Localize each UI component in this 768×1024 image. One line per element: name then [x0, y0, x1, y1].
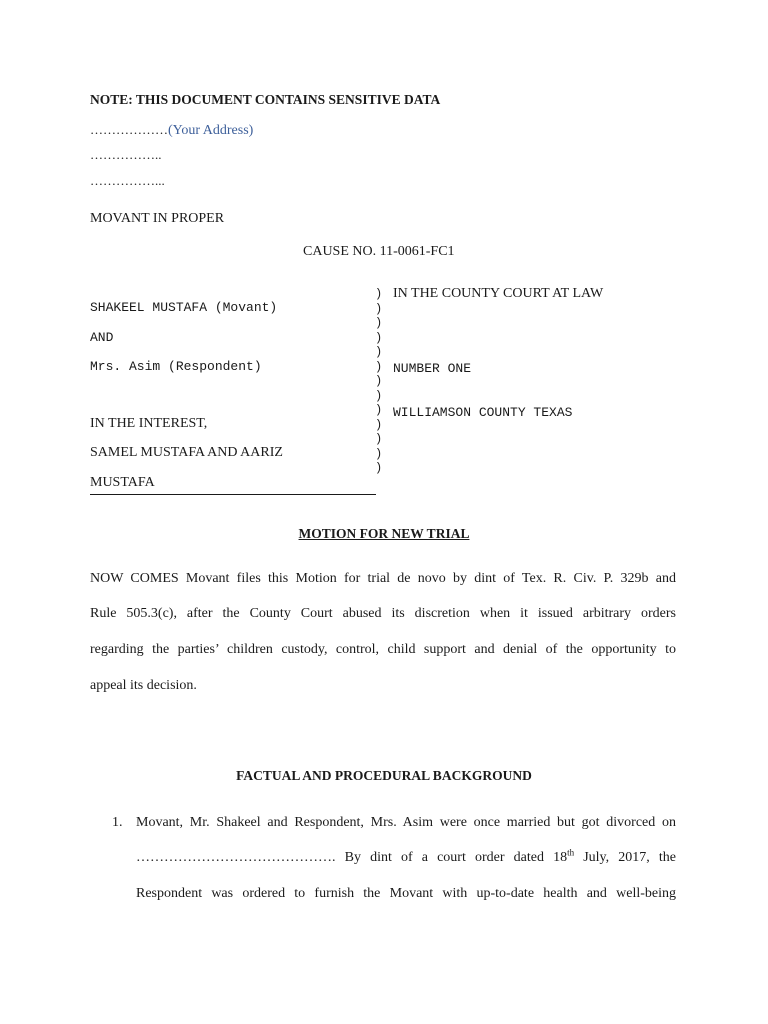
- address-dots: ………………: [90, 122, 168, 137]
- motion-title: MOTION FOR NEW TRIAL: [298, 526, 470, 541]
- motion-body-line-2: Rule 505.3(c), after the County Court abused its discretion when it issued arbitrary orders: [90, 606, 676, 621]
- paren: ): [375, 345, 383, 359]
- section-heading: FACTUAL AND PROCEDURAL BACKGROUND: [236, 768, 532, 783]
- caption-divider: [90, 494, 376, 495]
- paren: ): [375, 403, 383, 417]
- paren: ): [375, 287, 383, 301]
- in-the-interest: IN THE INTEREST,: [90, 416, 208, 431]
- paren: ): [375, 374, 383, 388]
- party-movant: SHAKEEL MUSTAFA (Movant): [90, 300, 278, 315]
- list-item-line-1: Movant, Mr. Shakeel and Respondent, Mrs. Asim were once married but got divorced on: [136, 815, 676, 830]
- paren: ): [375, 359, 383, 374]
- sensitive-data-note: NOTE: THIS DOCUMENT CONTAINS SENSITIVE DATA: [90, 92, 441, 107]
- children-names-line-2: MUSTAFA: [90, 475, 155, 490]
- list-item-line-3: Respondent was ordered to furnish the Movant with up-to-date health and well-being: [136, 886, 676, 901]
- cause-number: CAUSE NO. 11-0061-FC1: [303, 244, 455, 259]
- address-line-1: [90, 122, 253, 139]
- ordinal-suffix: th: [567, 847, 575, 858]
- court-order-date-text: July, 2017, the: [583, 850, 676, 865]
- party-and: AND: [90, 330, 114, 345]
- paren: ): [375, 330, 383, 345]
- address-line-2: ……………..: [90, 147, 162, 162]
- list-item-number: 1.: [112, 815, 123, 830]
- motion-body-line-3: regarding the parties’ children custody, control, child support and denial of the opportunity to: [90, 642, 676, 657]
- court-order-text: By dint of a court order dated 18: [344, 850, 568, 865]
- motion-body-line-4: appeal its decision.: [90, 678, 197, 693]
- children-names-line-1: SAMEL MUSTAFA AND AARIZ: [90, 445, 283, 460]
- address-line-3: ……………...: [90, 173, 165, 188]
- motion-body-line-1: NOW COMES Movant files this Motion for trial de novo by dint of Tex. R. Civ. P. 329b and: [90, 571, 676, 586]
- list-item-line-2: [136, 847, 676, 866]
- paren: ): [375, 316, 383, 330]
- motion-title-wrap: [0, 525, 768, 543]
- court-name-line-1: IN THE COUNTY COURT AT LAW: [393, 286, 604, 301]
- paren: ): [375, 446, 383, 461]
- divorce-date-blank: …………………………………….: [136, 850, 336, 865]
- paren: ): [375, 417, 383, 432]
- party-respondent: Mrs. Asim (Respondent): [90, 359, 262, 374]
- paren: ): [375, 301, 383, 316]
- caption-parentheses: [375, 287, 382, 476]
- paren: ): [375, 388, 383, 403]
- court-county: WILLIAMSON COUNTY TEXAS: [393, 405, 573, 420]
- movant-in-proper: MOVANT IN PROPER: [90, 211, 225, 226]
- court-name-line-2: NUMBER ONE: [393, 361, 472, 376]
- paren: ): [375, 461, 383, 475]
- paren: ): [375, 432, 383, 446]
- address-placeholder: (Your Address): [168, 123, 254, 138]
